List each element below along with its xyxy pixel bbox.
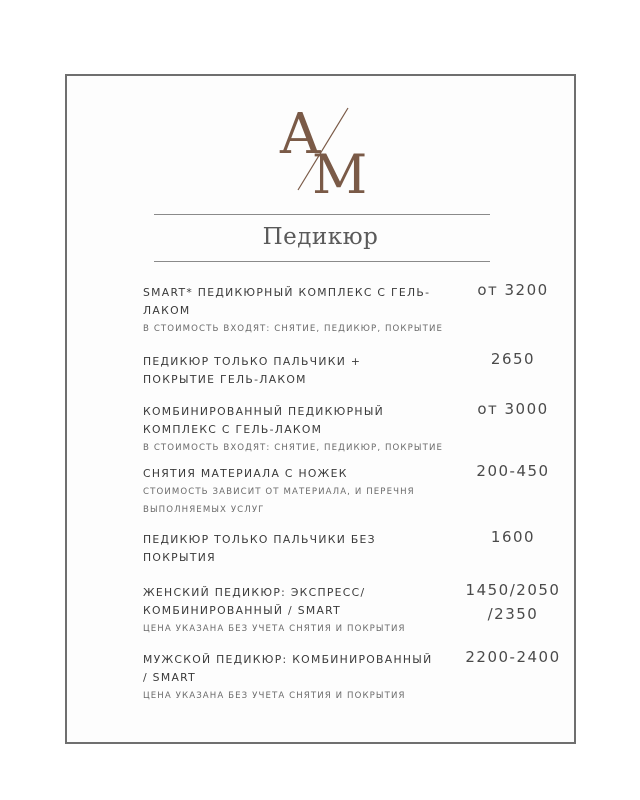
service-note: ЦЕНА УКАЗАНА БЕЗ УЧЕТА СНЯТИЯ И ПОКРЫТИЯ — [143, 691, 406, 701]
service-item — [143, 648, 573, 705]
am-monogram-logo — [272, 98, 372, 198]
service-price: 200-450 — [476, 462, 550, 480]
page-title: Педикюр — [262, 224, 379, 250]
service-item — [143, 400, 573, 457]
svg-text:M: M — [312, 143, 368, 198]
service-price: 2200-2400 — [465, 648, 561, 666]
service-note: В СТОИМОСТЬ ВХОДЯТ: СНЯТИЕ, ПЕДИКЮР, ПОКРЫТИЕ — [143, 443, 443, 453]
service-item — [143, 462, 573, 519]
service-item — [143, 528, 573, 567]
service-name: ЖЕНСКИЙ ПЕДИКЮР: ЭКСПРЕСС/ КОМБИНИРОВАННЫЙ / SMART — [143, 586, 366, 617]
service-item — [143, 350, 573, 389]
svg-text:A: A — [280, 102, 321, 167]
service-name: СНЯТИЯ МАТЕРИАЛА С НОЖЕК — [143, 467, 348, 480]
service-name: SMART* ПЕДИКЮРНЫЙ КОМПЛЕКС С ГЕЛЬ-ЛАКОМ — [143, 286, 431, 317]
service-item — [143, 281, 573, 338]
service-note: ЦЕНА УКАЗАНА БЕЗ УЧЕТА СНЯТИЯ И ПОКРЫТИЯ — [143, 624, 406, 634]
divider-top — [154, 214, 490, 215]
service-name: ПЕДИКЮР ТОЛЬКО ПАЛЬЧИКИ БЕЗ ПОКРЫТИЯ — [143, 533, 376, 564]
service-name: ПЕДИКЮР ТОЛЬКО ПАЛЬЧИКИ + ПОКРЫТИЕ ГЕЛЬ-ЛАКОМ — [143, 355, 362, 386]
service-note: В СТОИМОСТЬ ВХОДЯТ: СНЯТИЕ, ПЕДИКЮР, ПОКРЫТИЕ — [143, 324, 443, 334]
service-price: 2650 — [490, 350, 536, 368]
service-name: МУЖСКОЙ ПЕДИКЮР: КОМБИНИРОВАННЫЙ / SMART — [143, 653, 433, 684]
divider-bottom — [154, 261, 490, 262]
service-price: 1600 — [490, 528, 536, 546]
service-name: КОМБИНИРОВАННЫЙ ПЕДИКЮРНЫЙ КОМПЛЕКС С ГЕЛЬ-ЛАКОМ — [143, 405, 385, 436]
service-price: от 3200 — [477, 281, 549, 299]
service-price: 1450/2050 /2350 — [465, 581, 561, 623]
service-item — [143, 581, 573, 638]
price-list-card — [65, 74, 576, 744]
service-price: от 3000 — [477, 400, 549, 418]
service-note: СТОИМОСТЬ ЗАВИСИТ ОТ МАТЕРИАЛА, И ПЕРЕЧНЯ ВЫПОЛНЯЕМЫХ УСЛУГ — [143, 487, 415, 515]
